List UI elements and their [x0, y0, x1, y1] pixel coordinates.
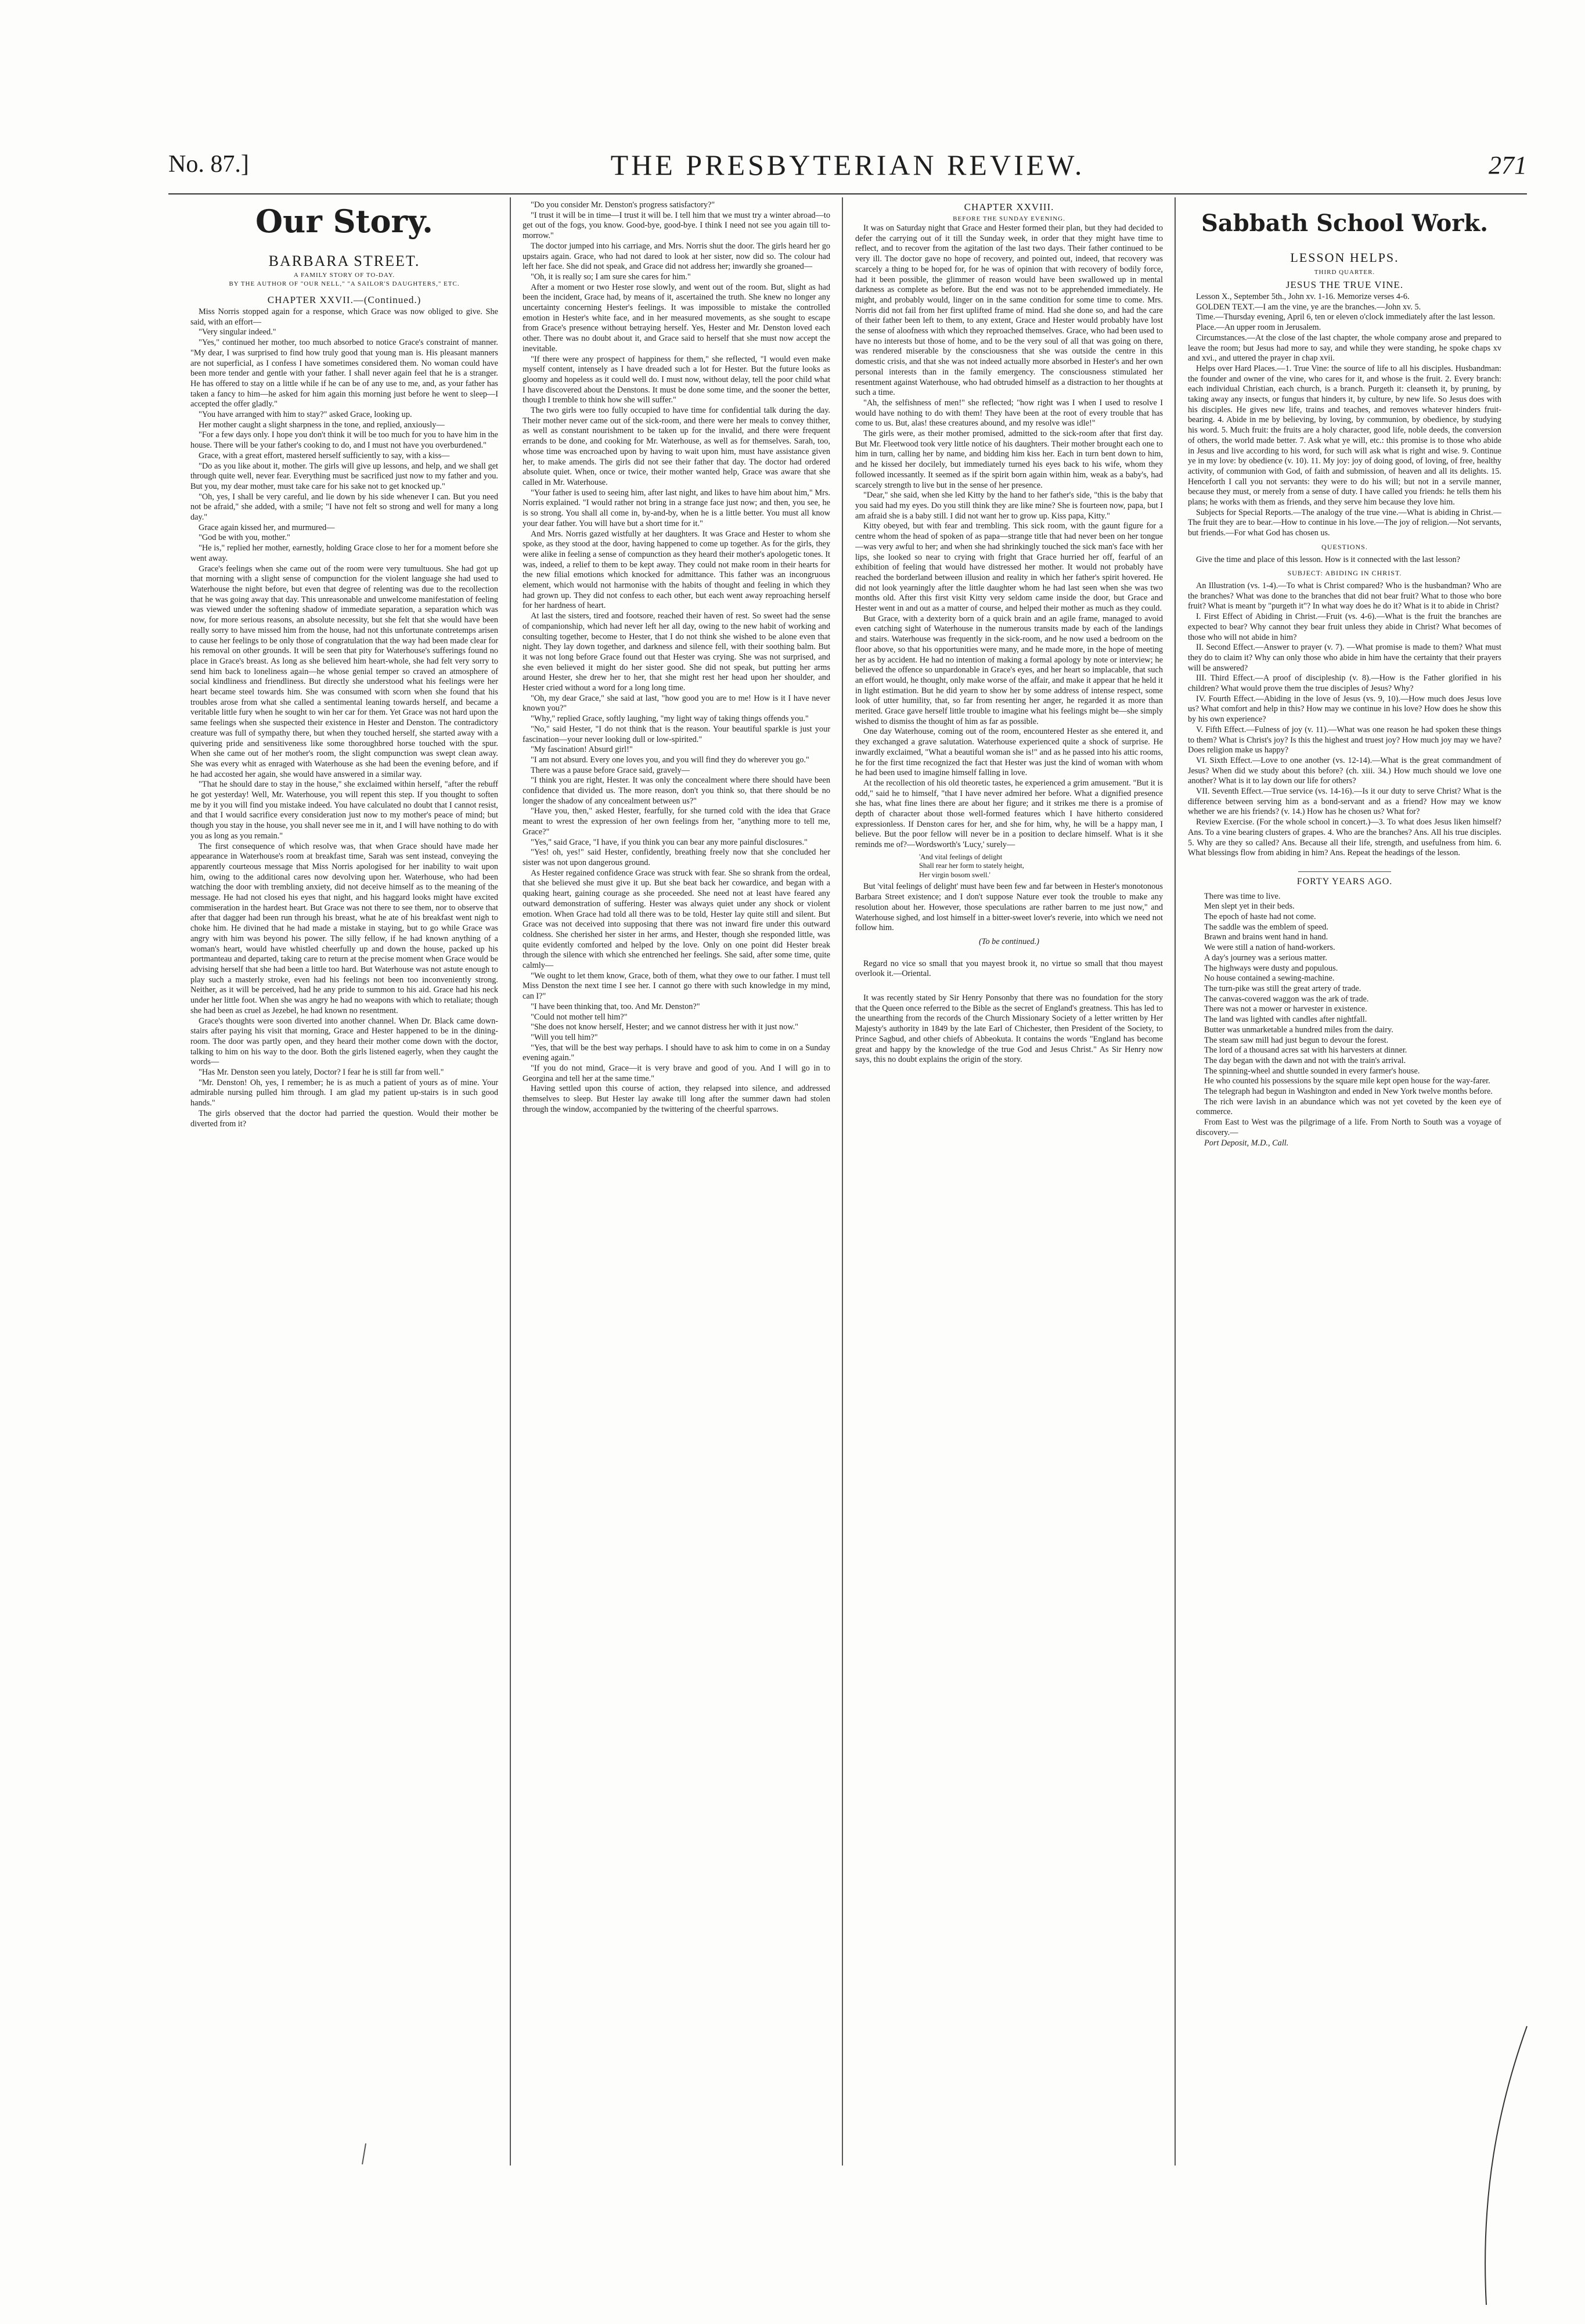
- text-line: The turn-pike was still the great artery of trade.: [1204, 984, 1361, 993]
- text-line: Brawn and brains went hand in hand.: [1204, 932, 1328, 942]
- text-line: At the recollection of his old theoretic tastes, he experienced a grim amusement. "But it is odd," said he to himself, "that I have never admired her before. What a dignified presence she has, what fine lines there are about her figure; and it strikes me there is a promise of depth of character about those well-formed features which I have hitherto considered expressionless. If Denston cares for her, and she for him, why, he will be a happy man, I believe. But the poor fellow will never be in a position to declare himself. What is it she reminds me of?—Wordsworth's 'Lucy,' surely—: [855, 778, 1163, 850]
- text-line: "Has Mr. Denston seen you lately, Doctor? I fear he is still far from well.": [199, 1068, 444, 1078]
- text-line: "Will you tell him?": [531, 1032, 598, 1042]
- text-line: "If there were any prospect of happiness for them," she reflected, "I would even make myself content, intensely as I have dreaded such a lot for Hester. But the future looks as gloomy and hopeless as it could well do. I must now, without delay, tell the poor child what I have discovered about the Denstons. It must be done some time, and the sooner the better, though I tremble to think how she will suffer.": [523, 354, 830, 405]
- text-line: A day's journey was a serious matter.: [1204, 953, 1327, 963]
- text-line: He who counted his possessions by the square mile kept open house for the way-farer.: [1204, 1076, 1490, 1086]
- story-text: [523, 200, 830, 1115]
- text-line: Time.—Thursday evening, April 6, ten or eleven o'clock immediately after the last lesson.: [1196, 312, 1496, 322]
- text-line: The epoch of haste had not come.: [1204, 912, 1316, 922]
- lesson-reference: Lesson X., September 5th., John xv. 1-16. Memorize verses 4-6.: [1196, 292, 1410, 301]
- ink-mark: [360, 2142, 368, 2166]
- poem-quote: [855, 853, 1163, 880]
- lesson-questions: [1188, 581, 1501, 859]
- text-line: The day began with the dawn and not with the train's arrival.: [1204, 1055, 1406, 1065]
- masthead-rule: [168, 193, 1527, 194]
- text-line: "Oh, it is really so; I am sure she cares for him.": [531, 272, 691, 282]
- text-line: III. Third Effect.—A proof of discipleship (v. 8).—How is the Father glorified in his children? What would prove them the true disciples of Jesus? Why?: [1188, 673, 1501, 694]
- text-line: The canvas-covered waggon was the ark of trade.: [1204, 994, 1369, 1004]
- text-line: We were still a nation of hand-workers.: [1204, 943, 1335, 953]
- text-line: There was a pause before Grace said, gravely—: [531, 765, 690, 775]
- text-line: The girls observed that the doctor had parried the question. Would their mother be diverted from it?: [190, 1108, 498, 1129]
- text-line: V. Fifth Effect.—Fulness of joy (v. 11).—What was one reason he had spoken these things to them? What is Christ's joy? Is this the highest and truest joy? How much joy may we have? Does religion make us happy?: [1188, 725, 1501, 755]
- text-line: Grace, with a great effort, mastered herself sufficiently to say, with a kiss—: [199, 451, 450, 460]
- text-line: Grace's thoughts were soon diverted into another channel. When Dr. Black came down-stairs after paying his visit that morning, Grace and Hester happened to be in the dining-room. The door was partly open, and they heard their mother come down with the doctor, talking to him on his way to the door. Both the girls listened eagerly, when they caught the words—: [190, 1016, 498, 1067]
- text-line: Helps over Hard Places.—1. True Vine: the source of life to all his disciples. Husbandman: the founder and owner of the vine, who cares for it, and whose is the fruit. 2. Every branch: each individual Christian, each church, is a branch. Purgeth it: cleanseth it, by pruning, by taking away any insects, or fungus that hinders it, by culture, by new life. So Jesus does with his disciples. He gives new life, trains and teaches, and removes whatever hinders fruit-bearing. 4. Abide in me by believing, by loving, by communion, by obedience, by studying his word. 5. Much fruit: the fruits are a holy character, good life, noble deeds, the conversion of others, the world made better. 7. Ask what ye will, etc.: this promise is to those who abide in Jesus and live according to his word, for such will ask what is right and wise. 9. Continue ye in my love: by obedience (v. 10). 11. My joy: joy of doing good, of loving, of free, healthy activity, of communion with God, of faith and submission, of heaven and all its delights. 15. Henceforth I call you not servants: they were to do his will; but not in a servile manner, because they must, or merely from a sense of duty. I have called you friends: he tells them his plans; he works with them as friends, and they serve him because they love him.: [1188, 363, 1501, 507]
- text-line: "Very singular indeed.": [199, 327, 276, 337]
- story-text: [855, 882, 1163, 934]
- chapter-heading: CHAPTER XXVIII.: [964, 201, 1054, 212]
- text-line: "He is," replied her mother, earnestly, holding Grace close to her for a moment before she went away.: [190, 543, 498, 563]
- text-line: "Have you, then," asked Hester, fearfully, for she turned cold with the idea that Grace meant to wrest the expression of her own feelings from her, "anything more to tell me, Grace?": [523, 806, 830, 837]
- text-line: "Your father is used to seeing him, after last night, and likes to have him about him," Mrs. Norris explained. "I would rather not bring in a strange face just now; and then, you see, he is so strong. You shall all come in, by-and-by, when he is a little better. You must all know your dear father. You will have but a short time for it.": [523, 488, 830, 528]
- text-line: "Ah, the selfishness of men!" she reflected; "how right was I when I used to resolve I would have nothing to do with them! They have been at the root of every trouble that has come to us. But, alas! these creatures abound, and my resolve was idle!": [855, 398, 1163, 428]
- text-line: The doctor jumped into his carriage, and Mrs. Norris shut the door. The girls heard her go upstairs again. Grace, who had not dared to look at her sister, now did so. The colour had left her face. She did not speak, and Grace did not address her; inwardly she groaned—: [523, 241, 830, 272]
- text-line: Grace's feelings when she came out of the room were very tumultuous. She had got up that morning with a slight sense of compunction for the violent language she had used to Waterhouse the night before, but even that degree of relenting was due to the recollection that he was going away that day. This unreasonable and unwelcome manifestation of feeling was viewed under the softening shadow of immediate separation, a separation which was now, for more serious reasons, an absolute necessity, but she felt that she would have been really sorry to have missed him from the house, had not this unfortunate contretemps arisen to cause her feelings to be only those of congratulation that the way had been made clear for his removal on other grounds. It will be seen that pity for Waterhouse's sufferings found no place in Grace's breast. As long as she believed him heart-whole, she had felt very sorry to send him back to loneliness again—he whose genial temper so craved an atmosphere of social kindliness and friendliness. But directly she understood what his feelings were her heart became steel towards him. She was consumed with scorn when she found that his troubles arose from what she called a sentimental leaning towards herself, and became a veritable little fury when he sought to win her car for them. Yet Grace was not hard upon the same feelings when she suspected their existence in Hester and Denston. The contradictory creature was full of sympathy there, but when they touched herself, she started away with a quivering pride and sensitiveness like some thoroughbred horse touched with the spur. When she came out of her mother's room, the slight compunction was swept clean away. She was every whit as enraged with Waterhouse as she had been the evening before, and if he had accosted her again, she would have answered in a similar way.: [190, 564, 498, 779]
- text-line: There was time to live.: [1204, 891, 1281, 901]
- text-line: VI. Sixth Effect.—Love to one another (vs. 12-14).—What is the great commandment of Jesus? When did we study about this before? (ch. xiii. 34.) How much should we love one another? What is it to lay down our life for others?: [1188, 755, 1501, 786]
- filler-paragraph: Regard no vice so small that you mayest brook it, no virtue so small that thou mayest overlook it.—Oriental.: [855, 959, 1163, 979]
- issue-number: No. 87.]: [168, 151, 249, 178]
- text-line: Place.—An upper room in Jerusalem.: [1196, 323, 1321, 333]
- text-line: An Illustration (vs. 1-4).—To what is Christ compared? Who is the husbandman? Who are the branches? What was done to the branches that did not bear fruit? What to those who bore fruit? What is meant by "purgeth it"? In what way does he do it? What is it to abide in Christ?: [1188, 581, 1501, 611]
- text-line: Subjects for Special Reports.—The analogy of the true vine.—What is abiding in Christ.—The fruit they are to bear.—How to continue in his love.—The joy of religion.—Not servants, but friends.—For what God has chosen us.: [1188, 507, 1501, 538]
- questions-intro: Give the time and place of this lesson. How is it connected with the last lesson?: [1196, 554, 1461, 564]
- text-line: "I think you are right, Hester. It was only the concealment where there should have been confidence that divided us. The more reason, don't you think so, that there should be no longer the shadow of any concealment between us?": [523, 776, 830, 806]
- text-line: The steam saw mill had just begun to devour the forest.: [1204, 1035, 1389, 1045]
- text-line: "I trust it will be in time—I trust it will be. I tell him that we must try a winter abroad—to get out of the fogs, you know. Good-bye, good-bye. I think I need not see you again till to-morrow.": [523, 210, 830, 241]
- text-line: "Do as you like about it, mother. The girls will give up lessons, and help, and we shall get through quite well, never fear. Everything must be sacrificed just now to my father and you. But you, my dear mother, must take care for his sake not to get knocked up.": [190, 461, 498, 491]
- story-title: BARBARA STREET.: [268, 253, 420, 269]
- masthead: [168, 148, 1527, 189]
- text-line: "No," said Hester, "I do not think that is the reason. Your beautiful sparkle is just your fascination—your never looking dull or low-spirited.": [523, 724, 830, 744]
- journal-title: THE PRESBYTERIAN REVIEW.: [610, 149, 1085, 181]
- text-line: "Yes," said Grace, "I have, if you think you can bear any more painful disclosures.": [531, 837, 808, 847]
- text-line: "She does not know herself, Hester; and we cannot distress her with it just now.": [531, 1022, 799, 1032]
- text-line: Shall rear her form to stately height,: [919, 862, 1024, 870]
- story-text: [190, 307, 498, 1129]
- text-line: Miss Norris stopped again for a response, which Grace was now obliged to give. She said, with an effort—: [190, 307, 498, 327]
- text-line: "God be with you, mother.": [199, 533, 290, 543]
- text-line: The rich were lavish in an abundance which was not yet coveted by the keen eye of commerce.: [1196, 1097, 1501, 1117]
- text-line: Men slept yet in their beds.: [1204, 902, 1295, 911]
- text-line: One day Waterhouse, coming out of the room, encountered Hester as she entered it, and they exchanged a grave salutation. Waterhouse experienced quite a shock of surprise. He inwardly exclaimed, "What a beautiful woman she is!" and as he passed into his attic rooms, he for the first time recognized the fact that Hester was just the kind of woman with whom he had been used to imagine himself falling in love.: [855, 727, 1163, 778]
- section-heading-sabbath-school: Sabbath School Work.: [1201, 210, 1488, 237]
- forty-years-ago-source: Port Deposit, M.D., Call.: [1204, 1138, 1289, 1148]
- text-line: The highways were dusty and populous.: [1204, 963, 1338, 973]
- text-line: The telegraph had begun in Washington and ended in New York twelve months before.: [1204, 1087, 1493, 1097]
- text-line: "You have arranged with him to stay?" asked Grace, looking up.: [199, 410, 412, 420]
- text-line: "Could not mother tell him?": [531, 1012, 628, 1022]
- lesson-helps-heading: LESSON HELPS.: [1290, 250, 1399, 265]
- text-line: "Yes," continued her mother, too much absorbed to notice Grace's constraint of manner. "My dear, I was surprised to find how truly good that young man is. His pleasant manners are not superficial, as I confess I have sometimes considered them. No woman could have been more tender and gentle with your father. I shall never again feel that he is a stranger. He has offered to stay on a little while if he can be of any use to me, and, as your father has taken a fancy to him—he asked for him again this morning just before he went to sleep—I accepted the offer gladly.": [190, 338, 498, 409]
- text-line: "I have been thinking that, too. And Mr. Denston?": [531, 1001, 700, 1011]
- text-line: IV. Fourth Effect.—Abiding in the love of Jesus (vs. 9, 10).—How much does Jesus love us? What comfort and help in this? How may we continue in his love? How does he show this by his own experience?: [1188, 694, 1501, 725]
- text-line: Her virgin bosom swell.': [919, 870, 990, 879]
- text-line: Kitty obeyed, but with fear and trembling. This sick room, with the gaunt figure for a centre whom the head of spoken of as papa—strange title that had never been on her tongue—was very awful to her; and when she had shrinkingly touched the sick man's face with her lips, she looked so near to crying with fright that Grace hurried her off, fearful of an exhibition of feeling that would have distressed her mother. It would not probably have reached the borderland between illusion and reality in which her father's spirit hovered. He did not look yearningly after the little daughter whom he had last seen when she was two months old. After this first visit Kitty very seldom came inside the door, but Grace and Hester went in and out as a matter of course, and helped their mother as much as they could.: [855, 521, 1163, 614]
- text-line: "For a few days only. I hope you don't think it will be too much for you to have him in the house. There will be your father's cooking to do, and I must not have you overburdened.": [190, 430, 498, 451]
- text-line: Review Exercise. (For the whole school in concert.)—3. To what does Jesus liken himself? Ans. To a vine bearing clusters of grapes. 4. Who are the branches? Ans. All his true disciples. 5. Why are they so called? Ans. Because all their life, strength, and usefulness from him. 6. What blessings flow from abiding in him? Ans. Repeat the headings of the lesson.: [1188, 817, 1501, 858]
- column-divider: [1175, 197, 1176, 2166]
- text-line: But Grace, with a dexterity born of a quick brain and an agile frame, managed to avoid even catching sight of Waterhouse in the numerous transits made by each of the landings and stairs. Waterhouse was frequently in the sick-room, and he now used a bedroom on the floor above, so that his opportunities were many, and he made more, in the hope of meeting her as by accident. He had no intention of making a formal apology by note or interview; he believed the offence so unpardonable in Grace's eyes, and her heart so implacable, that such an effort would, he thought, only make worse of the affair, and make it appear that he held it in light estimation. But he did yearn to show her by some address of intense respect, some look of utter humility, that, so far from resenting her anger, he regarded it as more than merited. Grace gave herself little trouble to imagine what his feelings might be—she simply wished to dismiss the thought of him as far as possible.: [855, 614, 1163, 726]
- text-line: Grace again kissed her, and murmured—: [199, 523, 335, 532]
- text-line: From East to West was the pilgrimage of a life. From North to South was a voyage of discovery.—: [1196, 1118, 1501, 1137]
- text-line: "Oh, yes, I shall be very careful, and lie down by his side whenever I can. But you need not be afraid," she added, with a smile; "I have not felt so strong and well for many a long day.": [190, 492, 498, 523]
- lesson-title: JESUS THE TRUE VINE.: [1285, 279, 1404, 290]
- story-column-3: [855, 200, 1163, 2168]
- text-line: The first consequence of which resolve was, that when Grace should have made her appearance in Waterhouse's room at breakfast time, Sarah was sent instead, conveying the apparently courteous message that Miss Norris apologised for her inability to wait upon him, owing to the additional cares now devolving upon her. Waterhouse, who had been watching the door with trembling anxiety, did not deceive himself as to the meaning of the message. He had not closed his eyes that night, and his haggard looks might have excited commiseration in the hardest heart. But Grace was not there to see them, nor to observe that after that dagger had been run through his breast, what he ate of his breakfast went nigh to choke him. He divined that he had made a mistake in staying, but to go while Grace was angry with him was beyond his power. The silly fellow, if he had known anything of a woman's heart, would have whistled cheerfully up and down the house, packed up his portmanteau and departed, taking care to return at the precise moment when Grace would be advising herself that she had been a little too hard. But Waterhouse was not astute enough to play such a masterly stroke, even had his feelings not been too inconveniently strong. Neither, as it will be perceived, had he any pride to summon to his aid. Grace had his neck under her little foot. When she was angry he had no weapons with which to retaliate; though she had been as cruel as Jezebel, he had known no resentment.: [190, 841, 498, 1015]
- section-rule: [1298, 871, 1391, 872]
- chapter-subtitle: BEFORE THE SUNDAY EVENING.: [953, 215, 1065, 222]
- to-be-continued: (To be continued.): [979, 936, 1039, 946]
- story-text: [855, 224, 1163, 851]
- text-line: And Mrs. Norris gazed wistfully at her daughters. It was Grace and Hester to whom she spoke, as they stood at the door, having happened to come up together. As for the girls, they were alike in feeling a sense of compunction as they heard their mother's apologetic tones. It was, indeed, a relief to them to be kept away. They could not make room in their hearts for the new filial emotions which knocked for admittance. This father was an incongruous element, which would not harmonise with the habits of thought and feeling in which they had grown up. They did not confess to each other, but each went away reproaching herself for her hardness of heart.: [523, 529, 830, 611]
- text-line: The spinning-wheel and shuttle sounded in every farmer's house.: [1204, 1066, 1420, 1076]
- subject-heading: SUBJECT: ABIDING IN CHRIST.: [1287, 569, 1402, 578]
- text-line: "Oh, my dear Grace," she said at last, "how good you are to me! How is it I have never known you?": [523, 693, 830, 714]
- story-column-2: [523, 200, 830, 2168]
- text-line: There was not a mower or harvester in existence.: [1204, 1004, 1367, 1014]
- text-line: At last the sisters, tired and footsore, reached their haven of rest. So sweet had the sense of companionship, which had never left her all day, owing to the new habit of working and consulting together, become to Hester, that I do not think she wished to be alone even that night. They lay down together, and darkness and silence fell, with their soothing balm. But it was not long before Grace found out that Hester was crying. She was not surprised, and she even believed it might do her sister good. She did not speak, but putting her arms around Hester, she drew her to her, that she might rest her head upon her shoulder, and Hester cried without a word for a long long time.: [523, 611, 830, 693]
- text-line: It was on Saturday night that Grace and Hester formed their plan, but they had decided to defer the carrying out of it till the Sunday week, in order that they might have time to reflect, and to recover from the agitation of the last two days. Their father continued to be very ill. The doctor gave no hope of recovery, and pointed out, indeed, that recovery was scarcely a thing to be hoped for, for he was of opinion that with recovery of bodily force, had it been possible, the glimmer of reason would have been swallowed up in mental darkness as complete as before. But the end was not to be apprehended immediately. He might, and probably would, linger on in the same condition for some time to come. Mrs. Norris did not fail from her first uplifted frame of mind. Had she done so, and had the care of their father been left to them, to any extent, Grace and Hester would probably have lost the sense of aloofness with which they reproached themselves. Grace, who had been used to have no interests but those of home, and to be the very soul of all that was going on there, was rendered miserable by the consciousness that she was outside the centre in this domestic crisis, and that she was not indeed actually more absorbed in Hester's and her own personal interests than in the family emergency. The consciousness stimulated her resentment against Waterhouse, who had obtruded himself as a distraction to her thoughts at such a time.: [855, 224, 1163, 398]
- story-column-1: [190, 200, 498, 2168]
- text-line: No house contained a sewing-machine.: [1204, 974, 1335, 983]
- text-line: "Dear," she said, when she led Kitty by the hand to her father's side, "this is the baby that you said had my eyes. Do you still think they are like mine? She is fourteen now, papa, but I am afraid she is a baby still. I did not want her to grow up. Kiss papa, Kitty.": [855, 491, 1163, 521]
- sabbath-school-column: [1188, 200, 1501, 2168]
- text-line: Butter was unmarketable a hundred miles from the dairy.: [1204, 1025, 1393, 1035]
- text-line: The lord of a thousand acres sat with his harvesters at dinner.: [1204, 1046, 1407, 1055]
- text-line: Her mother caught a slight sharpness in the tone, and replied, anxiously—: [199, 420, 445, 430]
- quarter-label: THIRD QUARTER.: [1314, 269, 1375, 276]
- column-divider: [510, 197, 511, 2166]
- filler-paragraph: It was recently stated by Sir Henry Ponsonby that there was no foundation for the story that the Queen once referred to the Bible as the secret of England's greatness. This has led to the unearthing from the records of the Church Missionary Society of a letter written by Her Majesty's authority in 1849 by the late Earl of Chichester, then President of the Society, to Prince Sagbud, and other chiefs of Abbeokuta. It contains the words "England has become great and happy by the knowledge of the true God and Jesus Christ." As Sir Henry now says, this no doubt explains the origin of the story.: [855, 993, 1163, 1065]
- text-line: "That he should dare to stay in the house," she exclaimed within herself, "after the rebuff he got yesterday! Well, Mr. Waterhouse, you will repent this step. If you thought to soften me by it you will find you mistake indeed. You have calculated no doubt that I cannot resist, and that I would sacrifice every consideration just now to my mother's peace of mind; but though you stay in the house, you shall never see me in it, and I will have nothing to do with you as long as you remain.": [190, 780, 498, 841]
- text-line: Having settled upon this course of action, they relapsed into silence, and addressed themselves to sleep. But Hester lay awake till long after the summer dawn had stolen through the window, accompanied by the twittering of the cheerful sparrows.: [523, 1084, 830, 1114]
- text-line: "My fascination! Absurd girl!": [531, 745, 633, 755]
- text-line: As Hester regained confidence Grace was struck with fear. She so shrank from the ordeal, that she believed she must give it up. But she beat back her cowardice, and began with a quaking heart, gaining courage as she proceeded. She need not at least have feared any outward demonstration of suffering. Hester was always quiet under any shock or violent emotion. When Grace had told all there was to be told, Hester lay quite still and silent. But Grace was not deceived into supposing that there was not inward fire under this outward coldness. She cherished her sister in her arms, and Hester, though she responded little, was quite evidently comforted and helped by the love. Only on one point did Hester break through the silence with which she entrenched her feelings. She said, after some time, quite calmly—: [523, 868, 830, 971]
- golden-text: GOLDEN TEXT.—I am the vine, ye are the branches.—John xv. 5.: [1196, 302, 1421, 312]
- column-divider: [842, 197, 843, 2166]
- text-line: "Why," replied Grace, softly laughing, "my light way of taking things offends you.": [531, 714, 809, 724]
- text-line: "We ought to let them know, Grace, both of them, what they owe to our father. I must tell Miss Denston the next time I see her. I cannot go there with such knowledge in my mind, can I?": [523, 971, 830, 1001]
- text-line: But 'vital feelings of delight' must have been few and far between in Hester's monotonous Barbara Street existence; and I don't suppose Nature ever took the trouble to make any resolution about her. However, those speculations are rather barren to me just now," and Waterhouse sighed, and lost himself in a bitter-sweet lover's reverie, into which we need not follow him.: [855, 882, 1163, 933]
- text-line: "Mr. Denston! Oh, yes, I remember; he is as much a patient of yours as of mine. Your admirable nursing pulled him through. I am glad my patient up-stairs is in such good hands.": [190, 1078, 498, 1108]
- text-line: Circumstances.—At the close of the last chapter, the whole company arose and prepared to leave the room; but Jesus had more to say, and while they were standing, he spoke chaps xv and xvi., and uttered the prayer in chap xvii.: [1188, 333, 1501, 363]
- text-line: I. First Effect of Abiding in Christ.—Fruit (vs. 4-6).—What is the fruit the branches are expected to bear? Why cannot they bear fruit unless they abide in Christ? What becomes of those who will not abide in him?: [1188, 612, 1501, 642]
- margin-pencil-stroke: [1440, 2020, 1544, 2311]
- text-line: After a moment or two Hester rose slowly, and went out of the room. But, slight as had been the incident, Grace had, by means of it, ascertained the truth. She knew no longer any uncertainty concerning Hester's feelings. It was impossible to mistake the controlled emotion in Hester's white face, and in her measured movements, as she sought to escape from Grace's presence without betraying herself. Yes, Hester and Mr. Denston loved each other. There was no doubt about it, and Grace said to herself that she must now accept the inevitable.: [523, 282, 830, 354]
- text-line: The saddle was the emblem of speed.: [1204, 922, 1328, 932]
- text-line: The land was lighted with candles after nightfall.: [1204, 1015, 1367, 1025]
- text-line: The girls were, as their mother promised, admitted to the sick-room after that first day. But Mr. Fleetwood took very little notice of his daughters. Their mother brought each one to him in turn, calling her by name, and bidding him kiss her. Each in turn bent down to him, and he kissed her docilely, but immediately turned his eyes back to his wife, whom they followed incessantly. It seemed as if the spirit born again within him, weak as a baby's, had scarcely strength to live but in the sense of her presence.: [855, 429, 1163, 490]
- lesson-notes: [1188, 312, 1501, 538]
- text-line: II. Second Effect.—Answer to prayer (v. 7). —What promise is made to them? What must they do to claim it? Why can only those who abide in him have the certainty that their prayers will be answered?: [1188, 643, 1501, 673]
- story-author: BY THE AUTHOR OF "OUR NELL," "A SAILOR'S DAUGHTERS," ETC.: [229, 280, 460, 287]
- text-line: "If you do not mind, Grace—it is very brave and good of you. And I will go in to Georgina and tell her at the same time.": [523, 1064, 830, 1083]
- text-line: The two girls were too fully occupied to have time for confidential talk during the day. Their mother never came out of the sick-room, and there were her meals to convey thither, as well as constant nourishment to be taken up for the invalid, and there were frequent errands to be done, and cooking for Mr. Waterhouse, as well as for themselves. Sarah, too, whose time was encroached upon by having to wait upon him, must have assistance given her, to make amends. The girls did not see their father that day. The doctor had ordered absolute quiet. When, once or twice, their mother wanted help, Grace was aware that she called in Mr. Waterhouse.: [523, 406, 830, 487]
- text-line: "Yes, that will be the best way perhaps. I should have to ask him to come in on a Sunday evening again.": [523, 1043, 830, 1063]
- story-byline: A FAMILY STORY OF TO-DAY.: [293, 272, 395, 279]
- text-line: "I am not absurd. Every one loves you, and you will find they do wherever you go.": [531, 755, 809, 765]
- section-heading-our-story: Our Story.: [255, 203, 433, 240]
- forty-years-ago-heading: FORTY YEARS AGO.: [1296, 876, 1393, 887]
- forty-years-ago-list: [1188, 892, 1501, 1138]
- text-line: 'And vital feelings of delight: [919, 852, 1003, 861]
- text-line: "Do you consider Mr. Denston's progress satisfactory?": [531, 200, 715, 210]
- chapter-heading: CHAPTER XXVII.—(Continued.): [267, 294, 422, 305]
- questions-heading: QUESTIONS.: [1321, 542, 1368, 551]
- page-number: 271: [1489, 151, 1527, 179]
- text-line: VII. Seventh Effect.—True service (vs. 14-16).—Is it our duty to serve Christ? What is the difference between serving him as a bond-servant and as a friend? How may we know whether we are his friends? (v. 14.) How has he chosen us? What for?: [1188, 787, 1501, 817]
- text-line: "Yes! oh, yes!" said Hester, confidently, breathing freely now that she concluded her sister was not upon dangerous ground.: [523, 848, 830, 867]
